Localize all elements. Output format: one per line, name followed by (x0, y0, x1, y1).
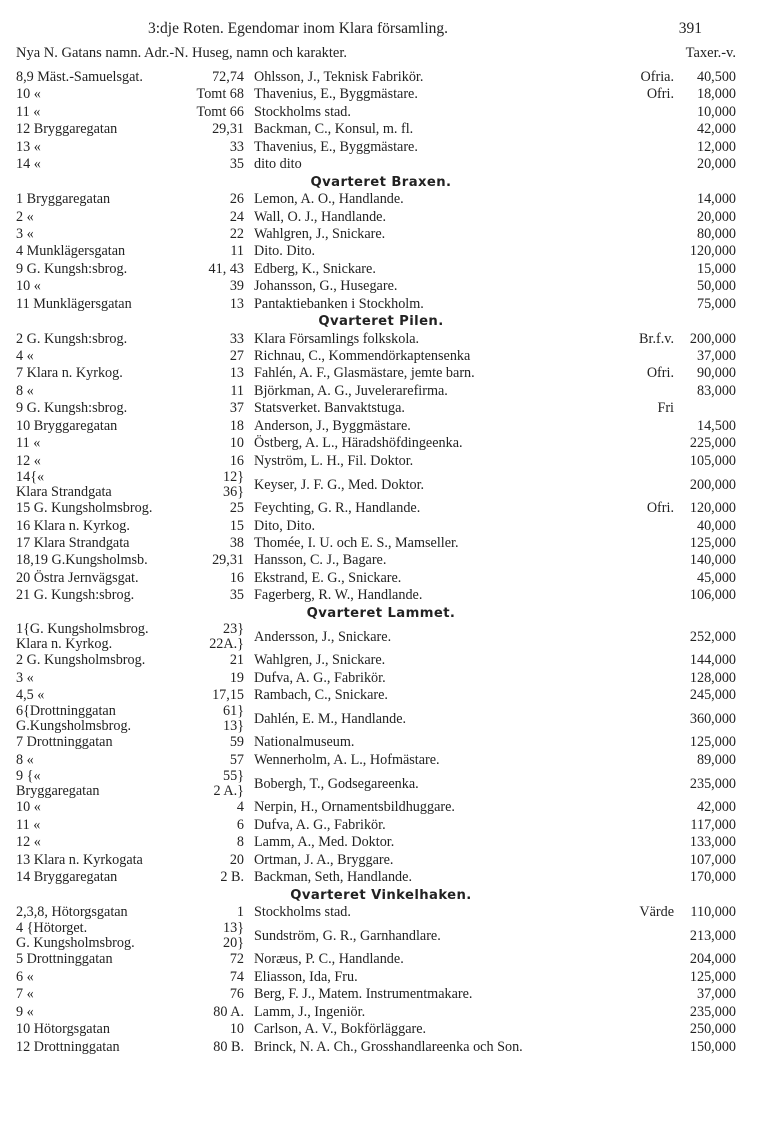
property-row (0, 1021, 762, 1038)
taxation-value: 14,500 (696, 417, 736, 434)
street-address: 14 Bryggaregatan (16, 869, 118, 886)
street-address: 2 G. Kungsholmsbrog. (16, 652, 146, 669)
property-row (0, 652, 762, 669)
taxation-value: 40,500 (696, 69, 736, 85)
property-row (0, 296, 762, 313)
taxation-value: 90,000 (696, 365, 736, 382)
taxation-value: 235,000 (689, 1003, 736, 1020)
street-number: 12} 36} (223, 469, 244, 501)
street-number: 80 B. (213, 1038, 244, 1055)
taxation-value: 20,000 (696, 208, 736, 225)
owner-name: Brinck, N. A. Ch., Grosshandlareenka och Son. (254, 1038, 523, 1055)
owner-name: Dito. Dito. (254, 243, 316, 260)
property-row (0, 470, 762, 500)
property-row (0, 226, 762, 243)
page-number: 391 (678, 20, 702, 37)
street-number: 13 (229, 295, 244, 312)
property-row (0, 1004, 762, 1021)
owner-name: Noræus, P. C., Handlande. (254, 951, 404, 968)
property-row (0, 261, 762, 278)
street-number: 38 (229, 534, 244, 551)
column-header-right: Taxer.-v. (685, 45, 736, 61)
tax-category: Ofria. (640, 69, 674, 85)
taxation-value: 83,000 (696, 382, 736, 399)
property-row (0, 191, 762, 208)
street-number: 76 (229, 986, 244, 1003)
property-row (0, 209, 762, 226)
street-address: 3 « (16, 225, 34, 242)
street-number: 6 (236, 816, 244, 833)
property-row (0, 570, 762, 587)
street-address: 4 {Hötorget. G. Kungsholmsbrog. (16, 920, 135, 952)
property-row (0, 817, 762, 834)
tax-category: Värde (639, 903, 674, 920)
street-address: 10 « (16, 278, 41, 295)
street-address: 5 Drottninggatan (16, 951, 113, 968)
street-number: 25 (229, 500, 244, 517)
taxation-value: 117,000 (690, 816, 736, 833)
owner-name: Berg, F. J., Matem. Instrumentmakare. (254, 986, 473, 1003)
taxation-value: 42,000 (696, 799, 736, 816)
taxation-value: 15,000 (696, 260, 736, 277)
street-address: 13 Klara n. Kyrkogata (16, 851, 143, 868)
property-row (0, 104, 762, 121)
column-header-left: Nya N. Gatans namn. Adr.-N. Huseg, namn och karakter. (16, 45, 348, 61)
street-address: 10 Bryggaregatan (16, 417, 118, 434)
street-address: 2,3,8, Hötorgsgatan (16, 903, 128, 920)
property-row (0, 969, 762, 986)
taxation-value: 252,000 (689, 629, 736, 646)
street-number: Tomt 68 (196, 86, 244, 103)
taxation-value: 170,000 (689, 869, 736, 886)
owner-name: Nerpin, H., Ornamentsbildhuggare. (254, 799, 455, 816)
street-number: 72,74 (212, 69, 244, 85)
street-number: 15 (229, 517, 244, 534)
street-address: 4 Munklägersgatan (16, 243, 126, 260)
street-number: 1 (236, 903, 244, 920)
street-address: 7 « (16, 986, 34, 1003)
owner-name: Eliasson, Ida, Fru. (254, 968, 358, 985)
owner-name: Thomée, I. U. och E. S., Mamseller. (254, 534, 459, 551)
street-number: 61} 13} (223, 703, 244, 735)
property-row (0, 435, 762, 452)
taxation-value: 20,000 (696, 156, 736, 173)
street-number: 33 (229, 138, 244, 155)
property-row (0, 852, 762, 869)
street-address: 11 « (16, 435, 41, 452)
property-row (0, 500, 762, 517)
owner-name: Lamm, A., Med. Doktor. (254, 834, 395, 851)
section-heading: Qvarteret Vinkelhaken. (290, 887, 472, 903)
section-heading: Qvarteret Lammet. (306, 605, 456, 621)
street-address: 17 Klara Strandgata (16, 534, 130, 551)
taxation-value: 42,000 (696, 121, 736, 138)
street-address: 11 « (16, 103, 41, 120)
street-number: 55} 2 A.} (213, 768, 244, 800)
street-address: 8 « (16, 751, 34, 768)
section-heading: Qvarteret Pilen. (318, 314, 444, 330)
street-address: 9 G. Kungsh:sbrog. (16, 400, 128, 417)
property-row (0, 69, 762, 86)
property-row (0, 904, 762, 921)
owner-name: Rambach, C., Snickare. (254, 687, 388, 703)
owner-name: Keyser, J. F. G., Med. Doktor. (254, 477, 425, 494)
street-number: 23} 22A.} (209, 621, 244, 653)
street-number: 13 (229, 365, 244, 382)
taxation-value: 80,000 (696, 225, 736, 242)
street-number: 74 (229, 968, 244, 985)
street-number: 2 B. (220, 869, 244, 886)
owner-name: Hansson, C. J., Bagare. (254, 552, 387, 569)
street-address: 9 {« Bryggaregatan (16, 768, 100, 800)
taxation-value: 225,000 (689, 435, 736, 452)
property-row (0, 518, 762, 535)
owner-name: Edberg, K., Snickare. (254, 260, 376, 277)
taxation-value: 140,000 (689, 552, 736, 569)
street-number: 29,31 (212, 552, 244, 569)
owner-name: Klara Församlings folkskola. (254, 330, 420, 347)
street-address: 12 « (16, 452, 41, 469)
street-number: 72 (229, 951, 244, 968)
street-address: 4 « (16, 348, 34, 364)
street-address: 1 Bryggaregatan (16, 191, 111, 208)
taxation-value: 50,000 (696, 278, 736, 295)
property-row (0, 121, 762, 138)
taxation-value: 10,000 (696, 103, 736, 120)
owner-name: Richnau, C., Kommendörkaptensenka (254, 348, 471, 364)
street-number: 10 (229, 435, 244, 452)
owner-name: Stockholms stad. (254, 903, 351, 920)
street-number: 13} 20} (223, 920, 244, 952)
street-number: 16 (229, 569, 244, 586)
property-row (0, 834, 762, 851)
tax-category: Ofri. (646, 86, 674, 103)
street-number: 39 (229, 278, 244, 295)
property-row (0, 243, 762, 260)
street-address: 11 « (16, 816, 41, 833)
street-address: 21 G. Kungsh:sbrog. (16, 587, 135, 604)
owner-name: Fahlén, A. F., Glasmästare, jemte barn. (254, 365, 475, 382)
tax-category: Ofri. (646, 500, 674, 517)
property-row (0, 734, 762, 751)
street-address: 9 « (16, 1003, 34, 1020)
owner-name: Thavenius, E., Byggmästare. (254, 86, 418, 103)
owner-name: Björkman, A. G., Juvelerarefirma. (254, 382, 448, 399)
taxation-value: 120,000 (689, 243, 736, 260)
owner-name: Nationalmuseum. (254, 734, 355, 751)
street-address: 6 « (16, 968, 34, 985)
property-row (0, 799, 762, 816)
street-address: 7 Klara n. Kyrkog. (16, 365, 123, 382)
street-address: 7 Drottninggatan (16, 734, 113, 751)
tax-category: Fri (657, 400, 674, 417)
street-address: 10 « (16, 799, 41, 816)
street-number: 20 (229, 851, 244, 868)
taxation-value: 14,000 (696, 191, 736, 208)
street-number: 11 (230, 382, 244, 399)
taxation-value: 89,000 (696, 751, 736, 768)
owner-name: Andersson, J., Snickare. (254, 629, 392, 646)
property-row (0, 156, 762, 173)
owner-name: Dufva, A. G., Fabrikör. (254, 816, 386, 833)
street-number: 80 A. (213, 1003, 244, 1020)
taxation-value: 204,000 (689, 951, 736, 968)
owner-name: Statsverket. Banvaktstuga. (254, 400, 405, 417)
owner-name: dito dito (254, 156, 302, 173)
street-number: 35 (229, 156, 244, 173)
taxation-value: 125,000 (689, 534, 736, 551)
street-address: 11 Munklägersgatan (16, 295, 132, 312)
owner-name: Lemon, A. O., Handlande. (254, 191, 404, 208)
owner-name: Östberg, A. L., Häradshöfdingeenka. (254, 435, 463, 452)
property-row (0, 453, 762, 470)
property-row (0, 331, 762, 348)
owner-name: Lamm, J., Ingeniör. (254, 1003, 366, 1020)
owner-name: Anderson, J., Byggmästare. (254, 417, 411, 434)
street-address: 12 « (16, 834, 41, 851)
owner-name: Ekstrand, E. G., Snickare. (254, 569, 402, 586)
street-address: 12 Bryggaregatan (16, 121, 118, 138)
property-row (0, 869, 762, 886)
taxation-value: 18,000 (696, 86, 736, 103)
street-number: 19 (229, 669, 244, 686)
taxation-value: 213,000 (689, 928, 736, 945)
taxation-value: 200,000 (689, 477, 736, 494)
street-address: 12 Drottninggatan (16, 1038, 120, 1055)
taxation-value: 250,000 (689, 1021, 736, 1038)
taxation-value: 106,000 (689, 587, 736, 604)
property-row (0, 400, 762, 417)
taxation-value: 200,000 (689, 330, 736, 347)
property-row (0, 687, 762, 704)
taxation-value: 75,000 (696, 295, 736, 312)
street-number: 17,15 (212, 687, 244, 703)
taxation-value: 40,000 (696, 517, 736, 534)
street-address: 4,5 « (16, 687, 45, 703)
owner-name: Thavenius, E., Byggmästare. (254, 138, 418, 155)
taxation-value: 144,000 (689, 652, 736, 669)
owner-name: Bobergh, T., Godsegareenka. (254, 776, 419, 793)
property-row (0, 348, 762, 365)
street-address: 20 Östra Jernvägsgat. (16, 569, 139, 586)
property-row (0, 552, 762, 569)
street-number: 24 (229, 208, 244, 225)
street-address: 13 « (16, 138, 41, 155)
owner-name: Fagerberg, R. W., Handlande. (254, 587, 423, 604)
taxation-value: 37,000 (696, 348, 736, 364)
taxation-value: 120,000 (689, 500, 736, 517)
property-row (0, 752, 762, 769)
street-address: 8,9 Mäst.-Samuelsgat. (16, 69, 143, 85)
owner-name: Wahlgren, J., Snickare. (254, 652, 386, 669)
street-number: 35 (229, 587, 244, 604)
taxation-value: 110,000 (690, 903, 736, 920)
property-row (0, 704, 762, 734)
page-title: 3:dje Roten. Egendomar inom Klara församling. (148, 20, 449, 37)
taxation-value: 235,000 (689, 776, 736, 793)
owner-name: Pantaktiebanken i Stockholm. (254, 295, 424, 312)
street-address: 14{« Klara Strandgata (16, 469, 112, 501)
street-number: Tomt 66 (196, 103, 244, 120)
street-number: 21 (229, 652, 244, 669)
street-address: 8 « (16, 382, 34, 399)
street-number: 57 (229, 751, 244, 768)
property-row (0, 86, 762, 103)
owner-name: Dito, Dito. (254, 517, 316, 534)
owner-name: Johansson, G., Husegare. (254, 278, 398, 295)
street-number: 8 (236, 834, 244, 851)
street-address: 6{Drottninggatan G.Kungsholmsbrog. (16, 703, 132, 735)
taxation-value: 45,000 (696, 569, 736, 586)
street-number: 41, 43 (208, 260, 244, 277)
property-row (0, 951, 762, 968)
street-number: 27 (229, 348, 244, 364)
street-number: 59 (229, 734, 244, 751)
street-address: 18,19 G.Kungsholmsb. (16, 552, 148, 569)
street-number: 26 (229, 191, 244, 208)
property-row (0, 418, 762, 435)
property-row (0, 921, 762, 951)
taxation-value: 150,000 (689, 1038, 736, 1055)
street-number: 16 (229, 452, 244, 469)
street-number: 4 (236, 799, 244, 816)
street-number: 29,31 (212, 121, 244, 138)
street-number: 33 (229, 330, 244, 347)
street-number: 37 (229, 400, 244, 417)
column-headers (0, 45, 762, 65)
owner-name: Ohlsson, J., Teknisk Fabrikör. (254, 69, 424, 85)
owner-name: Wahlgren, J., Snickare. (254, 225, 386, 242)
taxation-value: 105,000 (689, 452, 736, 469)
owner-name: Stockholms stad. (254, 103, 351, 120)
street-address: 16 Klara n. Kyrkog. (16, 517, 130, 534)
owner-name: Ortman, J. A., Bryggare. (254, 851, 394, 868)
street-address: 2 G. Kungsh:sbrog. (16, 330, 128, 347)
property-row (0, 622, 762, 652)
owner-name: Carlson, A. V., Bokförläggare. (254, 1021, 427, 1038)
owner-name: Wall, O. J., Handlande. (254, 208, 387, 225)
taxation-value: 12,000 (696, 138, 736, 155)
owner-name: Backman, C., Konsul, m. fl. (254, 121, 414, 138)
taxation-value: 245,000 (689, 687, 736, 703)
taxation-value: 37,000 (696, 986, 736, 1003)
taxation-value: 133,000 (689, 834, 736, 851)
owner-name: Dahlén, E. M., Handlande. (254, 711, 407, 728)
street-number: 22 (229, 225, 244, 242)
page-header (0, 20, 762, 42)
street-address: 10 « (16, 86, 41, 103)
tax-category: Br.f.v. (639, 330, 674, 347)
owner-name: Nyström, L. H., Fil. Doktor. (254, 452, 414, 469)
property-row (0, 278, 762, 295)
taxation-value: 360,000 (689, 711, 736, 728)
property-row (0, 535, 762, 552)
street-address: 1{G. Kungsholmsbrog. Klara n. Kyrkog. (16, 621, 149, 653)
property-row (0, 670, 762, 687)
street-address: 9 G. Kungsh:sbrog. (16, 260, 128, 277)
street-address: 15 G. Kungsholmsbrog. (16, 500, 153, 517)
street-address: 10 Hötorgsgatan (16, 1021, 110, 1038)
property-row (0, 139, 762, 156)
street-address: 3 « (16, 669, 34, 686)
owner-name: Sundström, G. R., Garnhandlare. (254, 928, 441, 945)
taxation-value: 107,000 (689, 851, 736, 868)
taxation-value: 125,000 (689, 968, 736, 985)
taxation-value: 125,000 (689, 734, 736, 751)
street-address: 2 « (16, 208, 34, 225)
property-row (0, 587, 762, 604)
owner-name: Wennerholm, A. L., Hofmästare. (254, 751, 440, 768)
taxation-value: 128,000 (689, 669, 736, 686)
property-row (0, 383, 762, 400)
street-number: 18 (229, 417, 244, 434)
property-row (0, 365, 762, 382)
register-body (0, 69, 762, 1056)
street-number: 10 (229, 1021, 244, 1038)
owner-name: Dufva, A. G., Fabrikör. (254, 669, 386, 686)
property-row (0, 769, 762, 799)
property-row (0, 986, 762, 1003)
property-row (0, 1039, 762, 1056)
street-address: 14 « (16, 156, 41, 173)
owner-name: Feychting, G. R., Handlande. (254, 500, 421, 517)
owner-name: Backman, Seth, Handlande. (254, 869, 412, 886)
tax-category: Ofri. (646, 365, 674, 382)
section-heading: Qvarteret Braxen. (310, 174, 452, 190)
street-number: 11 (230, 243, 244, 260)
